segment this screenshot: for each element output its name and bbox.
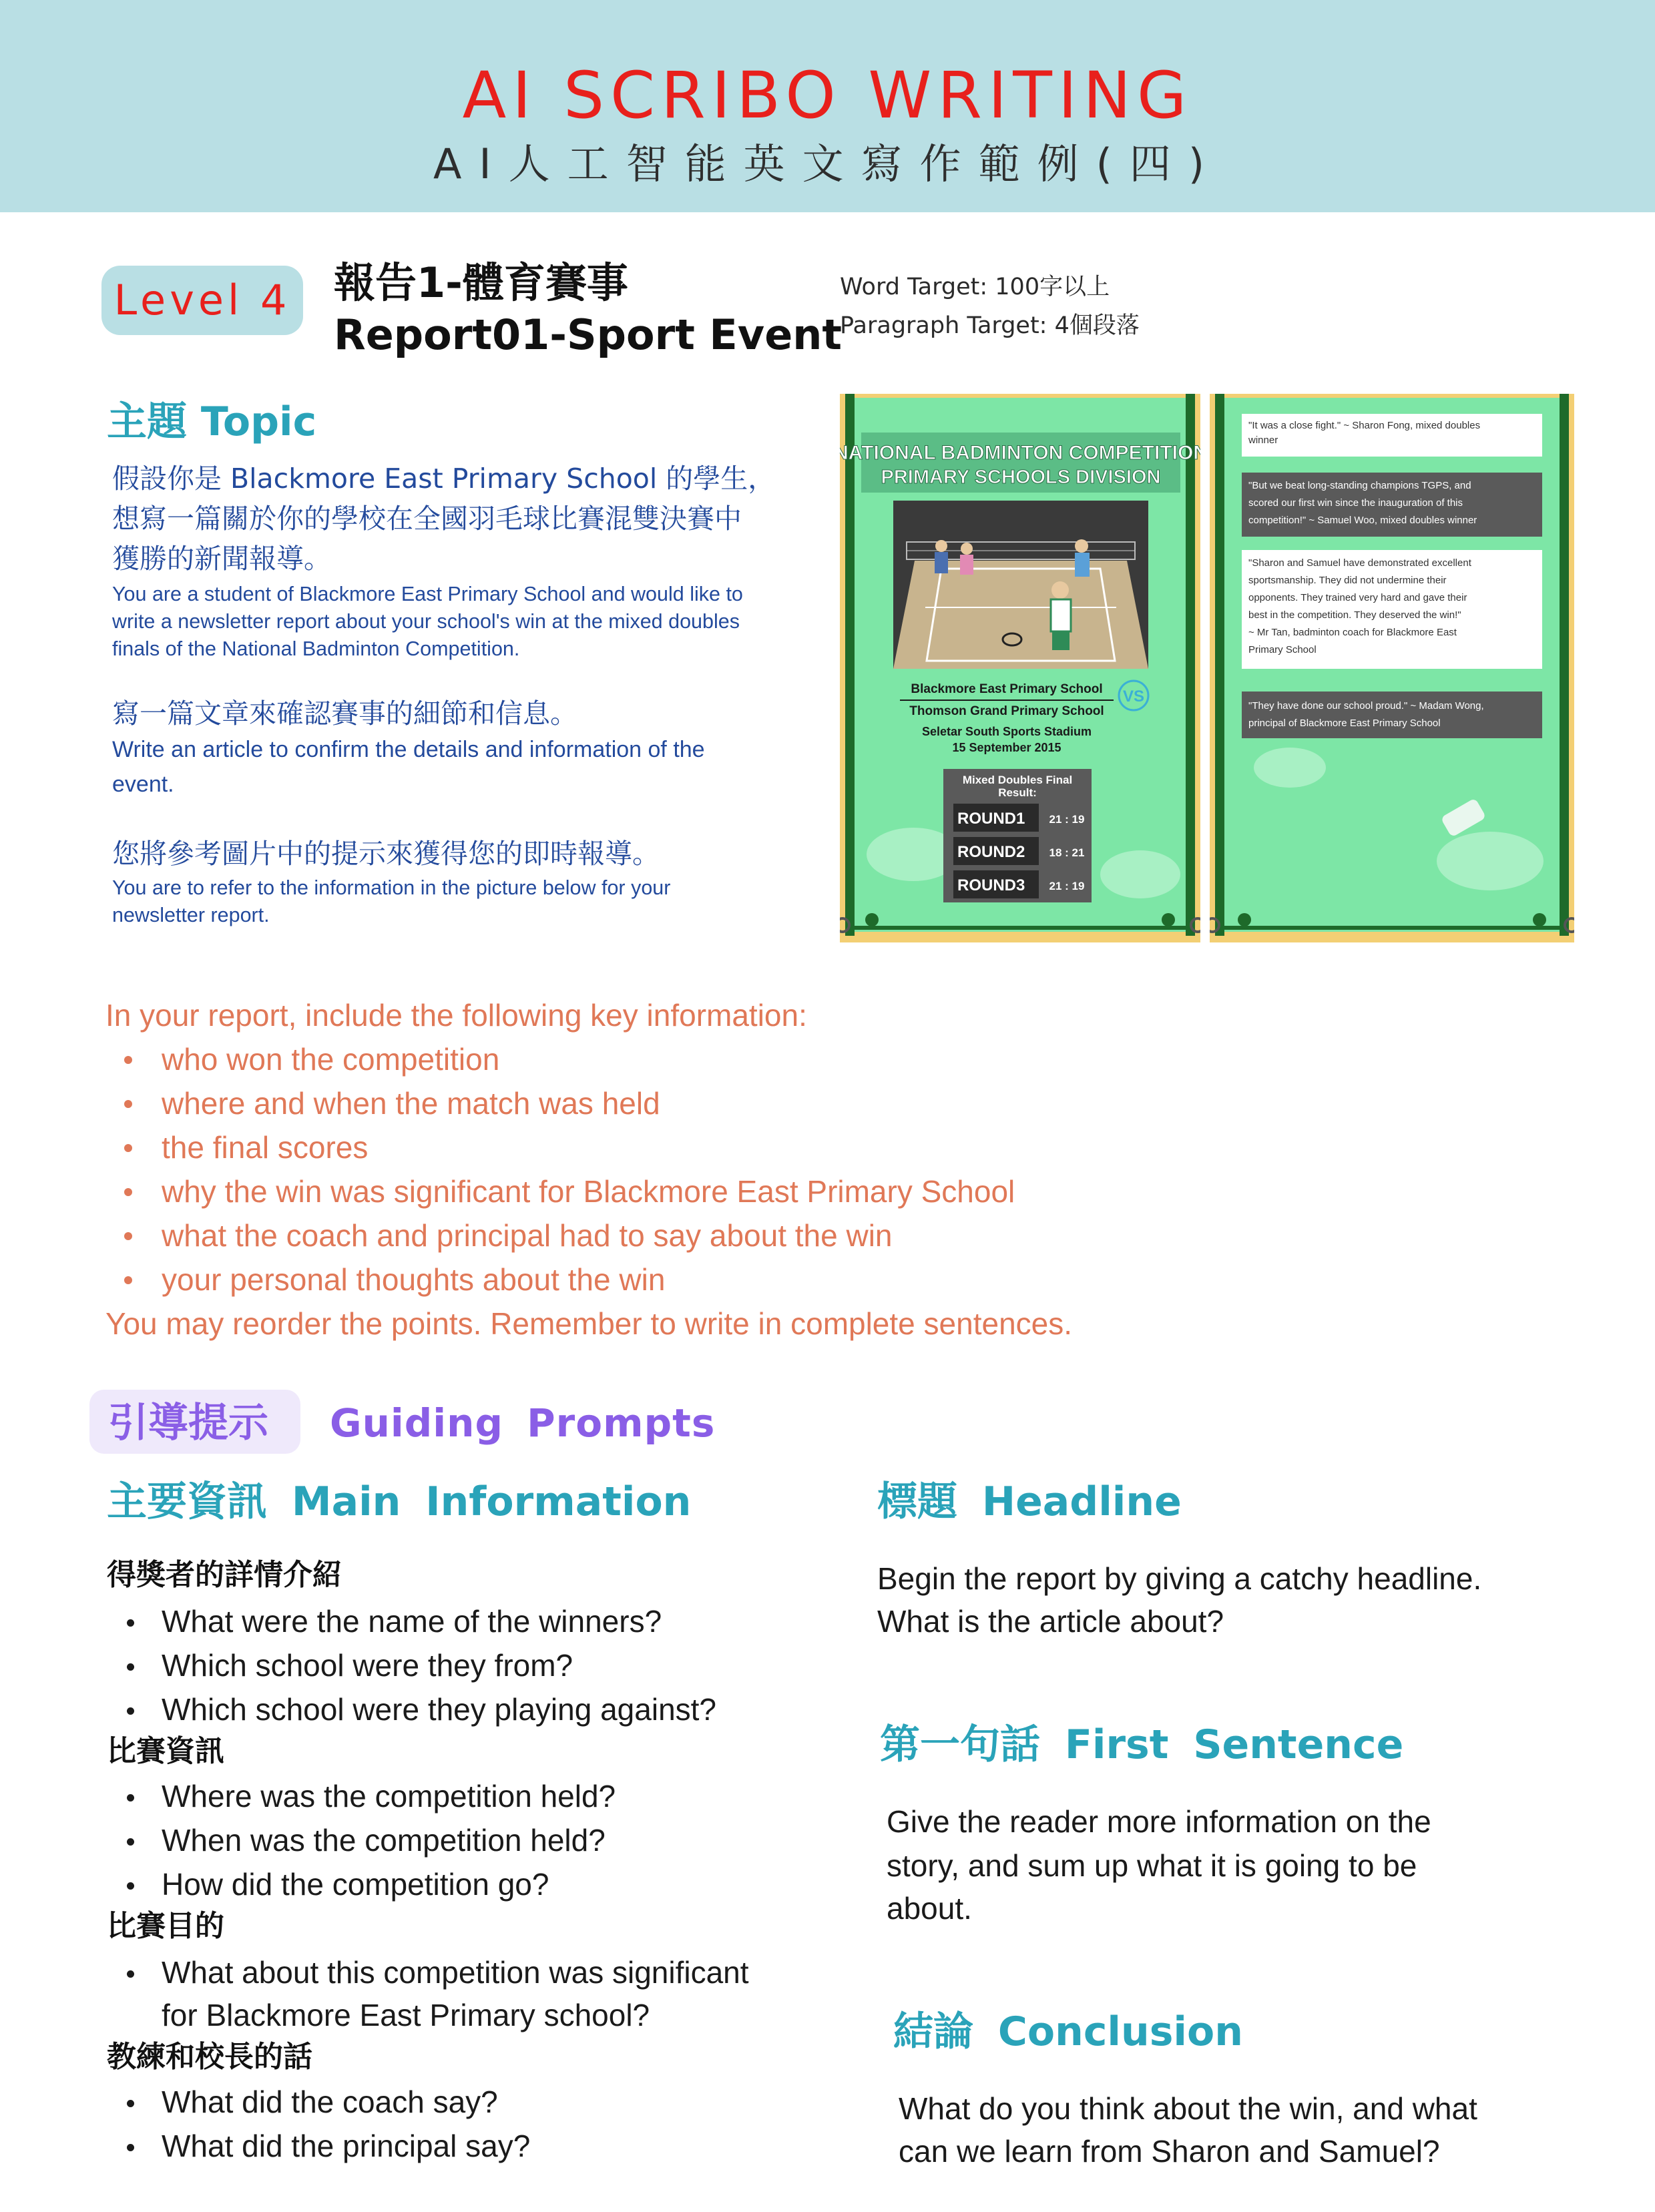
word-target: Word Target: 100字以上: [840, 274, 1110, 300]
quote-line: "Sharon and Samuel have demonstrated excellent: [1248, 557, 1471, 569]
list-item-text: for Blackmore East Primary school?: [162, 1998, 650, 2032]
poster-team-1: Blackmore East Primary School: [911, 682, 1103, 696]
main-info-heading: 主要資訊 Main Information: [107, 1478, 692, 1525]
poster-quotes-art: [1210, 394, 1574, 942]
bullet-icon: [127, 2144, 134, 2151]
poster-venue: Seletar South Sports Stadium: [921, 725, 1092, 738]
quote-line: best in the competition. They deserved the win!": [1248, 609, 1461, 621]
paragraph-target: Paragraph Target: 4個段落: [840, 312, 1140, 339]
task-zh: 寫一篇文章來確認賽事的細節和信息。: [112, 698, 577, 730]
bullet-icon: [127, 1794, 134, 1802]
topic-en-line: You are a student of Blackmore East Primary School and would like to: [112, 583, 743, 605]
topic-zh-line: 獲勝的新聞報導。: [112, 543, 331, 575]
refer-en-line: You are to refer to the information in the picture below for your: [112, 876, 671, 899]
headline-line: Begin the report by giving a catchy headline.: [877, 1561, 1482, 1596]
list-item-text: Where was the competition held?: [162, 1779, 616, 1814]
conclusion-line: can we learn from Sharon and Samuel?: [899, 2134, 1440, 2169]
key-info-text: who won the competition: [162, 1042, 500, 1077]
quote-line: principal of Blackmore East Primary School: [1248, 718, 1441, 729]
poster-team-2: Thomson Grand Primary School: [909, 704, 1104, 718]
topic-en-line: finals of the National Badminton Competition.: [112, 637, 520, 660]
refer-zh: 您將參考圖片中的提示來獲得您的即時報導。: [112, 838, 660, 870]
poster-post-right: [1560, 394, 1569, 936]
task-en-line: Write an article to confirm the details and information of the: [112, 737, 705, 762]
topic-zh-line: 想寫一篇關於你的學校在全國羽毛球比賽混雙決賽中: [112, 503, 742, 535]
list-item-text: How did the competition go?: [162, 1867, 549, 1902]
round-score: 18 : 21: [1049, 846, 1085, 859]
bullet-icon: [127, 1707, 134, 1715]
round-label: ROUND3: [957, 876, 1025, 894]
group-title: 比賽資訊: [107, 1734, 224, 1768]
key-info-outro: You may reorder the points. Remember to write in complete sentences.: [105, 1306, 1073, 1341]
quote-line: scored our first win since the inauguration of this: [1248, 497, 1463, 509]
bullet-icon: [124, 1100, 132, 1108]
bullet-icon: [124, 1056, 132, 1064]
refer-en-line: newsletter report.: [112, 904, 270, 926]
conclusion-line: What do you think about the win, and what: [899, 2091, 1477, 2126]
first-sentence-heading: 第一句話 First Sentence: [880, 1721, 1404, 1768]
poster-title-2: PRIMARY SCHOOLS DIVISION: [881, 467, 1161, 488]
conclusion-heading: 結論 Conclusion: [893, 2008, 1243, 2055]
round-score: 21 : 19: [1049, 880, 1085, 892]
quote-line: "It was a close fight." ~ Sharon Fong, mixed doubles: [1248, 420, 1481, 431]
bullet-icon: [127, 1619, 134, 1627]
key-info-intro: In your report, include the following key information:: [105, 998, 807, 1033]
guiding-title-en: Guiding Prompts: [330, 1400, 716, 1446]
bullet-icon: [127, 1838, 134, 1846]
report-title-en: Report01-Sport Event: [334, 310, 843, 359]
topic-heading: 主題 Topic: [107, 398, 317, 445]
key-info-text: where and when the match was held: [162, 1086, 660, 1121]
list-item-text: What about this competition was significant: [162, 1955, 749, 1990]
first-sentence-line: about.: [887, 1891, 972, 1926]
key-info-text: your personal thoughts about the win: [162, 1262, 666, 1297]
quote-line: winner: [1248, 435, 1278, 446]
guiding-title-zh: 引導提示: [108, 1400, 268, 1446]
list-item-text: What did the coach say?: [162, 2085, 498, 2119]
poster-vs: VS: [1122, 687, 1145, 706]
quote-line: "They have done our school proud." ~ Madam Wong,: [1248, 700, 1484, 712]
key-info-text: the final scores: [162, 1130, 369, 1165]
headline-heading: 標題 Headline: [877, 1478, 1182, 1525]
list-item-text: What were the name of the winners?: [162, 1604, 662, 1639]
topic-en-line: write a newsletter report about your school's win at the mixed doubles: [112, 610, 740, 633]
group-title: 得獎者的詳情介紹: [107, 1558, 342, 1592]
group-title: 比賽目的: [107, 1909, 224, 1943]
key-info-text: why the win was significant for Blackmore East Primary School: [162, 1174, 1015, 1209]
quote-line: competition!" ~ Samuel Woo, mixed doubles winner: [1248, 515, 1477, 526]
quote-line: opponents. They trained very hard and gave their: [1248, 592, 1467, 603]
poster-post-left: [1215, 394, 1224, 936]
list-item-text: When was the competition held?: [162, 1823, 606, 1858]
poster-post-right: [1186, 394, 1195, 936]
bullet-icon: [124, 1232, 132, 1240]
page-title: AI SCRIBO WRITING: [462, 58, 1193, 133]
result-title-1: Mixed Doubles Final: [962, 774, 1073, 786]
bullet-icon: [124, 1144, 132, 1152]
round-label: ROUND1: [957, 810, 1025, 828]
bullet-icon: [124, 1276, 132, 1284]
poster-scoreboard-art: [840, 394, 1200, 942]
key-info-text: what the coach and principal had to say about the win: [162, 1218, 893, 1253]
quote-line: "But we beat long-standing champions TGPS, and: [1248, 480, 1471, 491]
bullet-icon: [127, 1970, 134, 1978]
task-en-line: event.: [112, 772, 174, 797]
round-score: 21 : 19: [1049, 813, 1085, 826]
topic-zh-line: 假設你是 Blackmore East Primary School 的學生，: [112, 463, 776, 495]
list-item-text: Which school were they from?: [162, 1648, 573, 1683]
bullet-icon: [127, 1882, 134, 1890]
level-badge: Level 4: [101, 266, 303, 335]
report-title-zh: 報告1-體育賽事: [334, 258, 628, 307]
page-subtitle: AI人工智能英文寫作範例(四): [433, 140, 1222, 188]
first-sentence-line: story, and sum up what it is going to be: [887, 1848, 1417, 1883]
bullet-icon: [127, 1663, 134, 1671]
poster-date: 15 September 2015: [952, 741, 1061, 754]
round-label: ROUND2: [957, 843, 1025, 861]
poster-scoreboard: [840, 394, 1200, 942]
quote-line: sportsmanship. They did not undermine their: [1248, 575, 1447, 586]
headline-line: What is the article about?: [877, 1604, 1224, 1639]
quote-box: [1242, 692, 1542, 738]
list-item-text: What did the principal say?: [162, 2129, 531, 2163]
poster-quotes: [1210, 394, 1574, 942]
quote-line: Primary School: [1248, 644, 1317, 655]
first-sentence-line: Give the reader more information on the: [887, 1804, 1431, 1839]
list-item-text: Which school were they playing against?: [162, 1692, 717, 1727]
group-title: 教練和校長的話: [107, 2040, 312, 2074]
poster-title-1: NATIONAL BADMINTON COMPETITION: [840, 442, 1200, 464]
result-title-2: Result:: [998, 786, 1037, 799]
bullet-icon: [127, 2100, 134, 2107]
quote-line: ~ Mr Tan, badminton coach for Blackmore East: [1248, 627, 1457, 638]
poster-post-left: [845, 394, 855, 936]
bullet-icon: [124, 1188, 132, 1196]
